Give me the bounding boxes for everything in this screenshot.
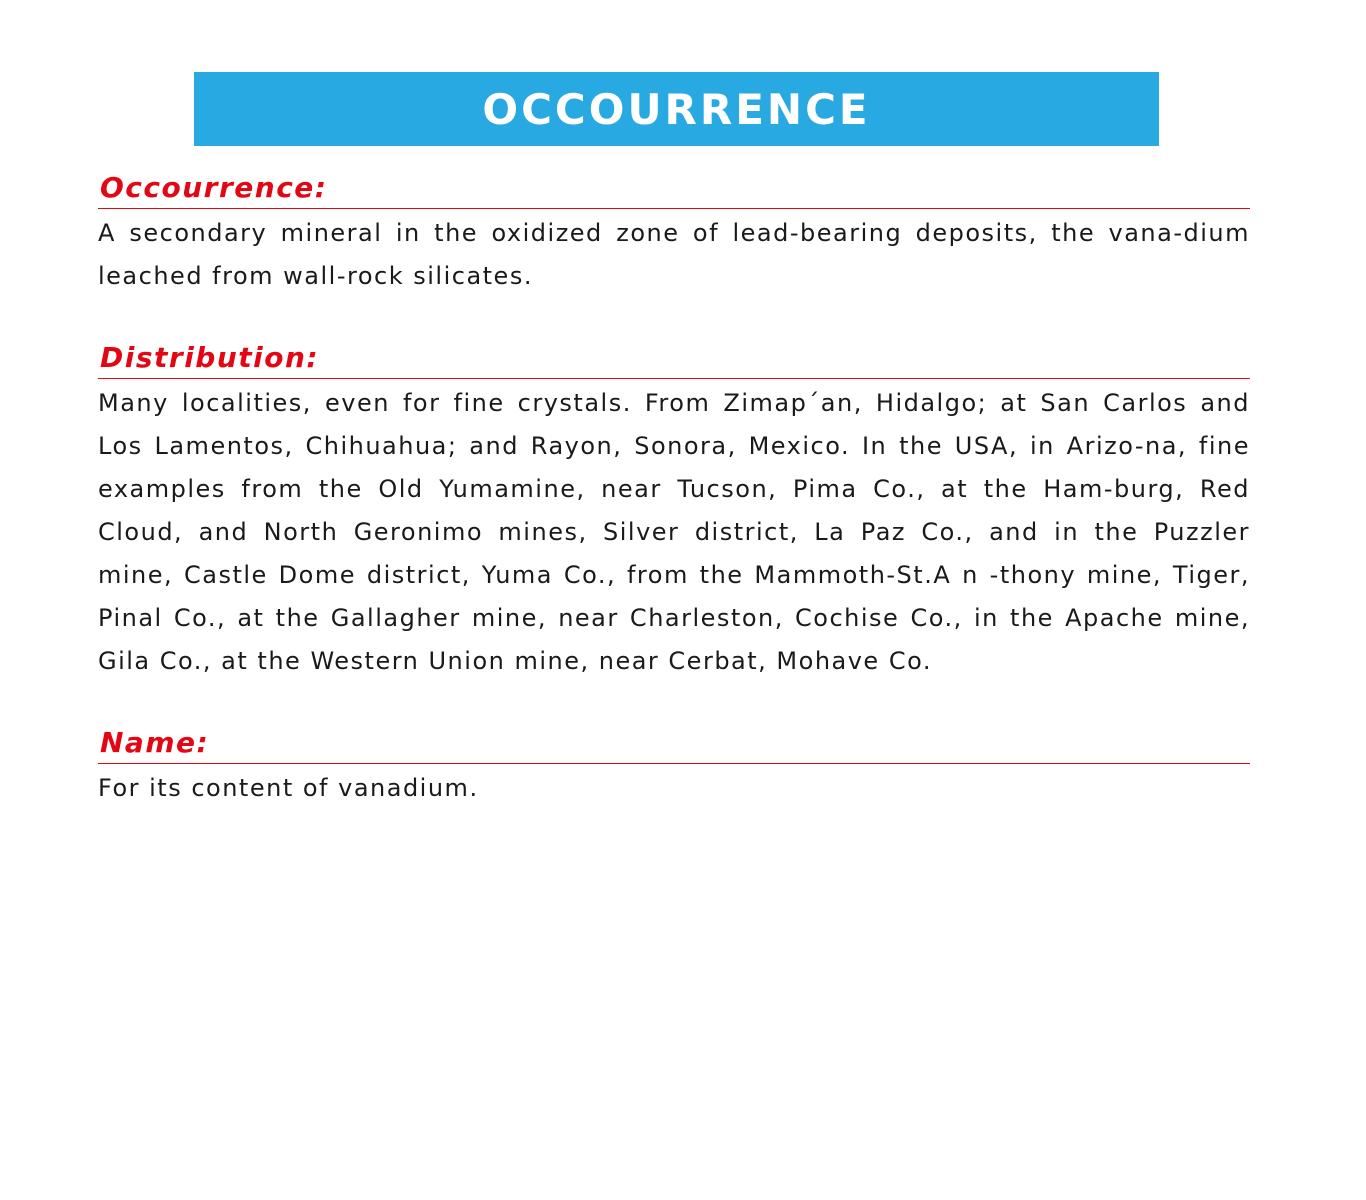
section-heading-occourrence: Occourrence: (98, 168, 1250, 209)
section-body-occourrence: A secondary mineral in the oxidized zone of lead-bearing deposits, the vana-dium leached from wall-rock silicates. (98, 219, 1250, 290)
page-banner (194, 72, 1159, 146)
page-title: OCCOURRENCE (482, 84, 871, 134)
content-area (98, 168, 1250, 850)
section-body-distribution: Many localities, even for fine crystals. From Zimap´an, Hidalgo; at San Carlos and Los Lamentos, Chihuahua; and Rayon, Sonora, Mexico. In the USA, in Arizo-na, fine examples from the Old Yumamine, near Tucson, Pima Co., at the Ham-burg, Red Cloud, and North Geronimo mines, Silver district, La Paz Co., and in the Puzzler mine, Castle Dome district, Yuma Co., from the Mammoth-St.A n -thony mine, Tiger, Pinal Co., at the Gallagher mine, near Charleston, Cochise Co., in the Apache mine, Gila Co., at the Western Union mine, near Cerbat, Mohave Co. (98, 389, 1250, 675)
section-heading-name: Name: (98, 723, 1250, 764)
section-body-name: For its content of vanadium. (98, 774, 479, 802)
section-distribution (98, 338, 1250, 683)
section-name (98, 723, 1250, 810)
section-heading-distribution: Distribution: (98, 338, 1250, 379)
section-occourrence (98, 168, 1250, 298)
